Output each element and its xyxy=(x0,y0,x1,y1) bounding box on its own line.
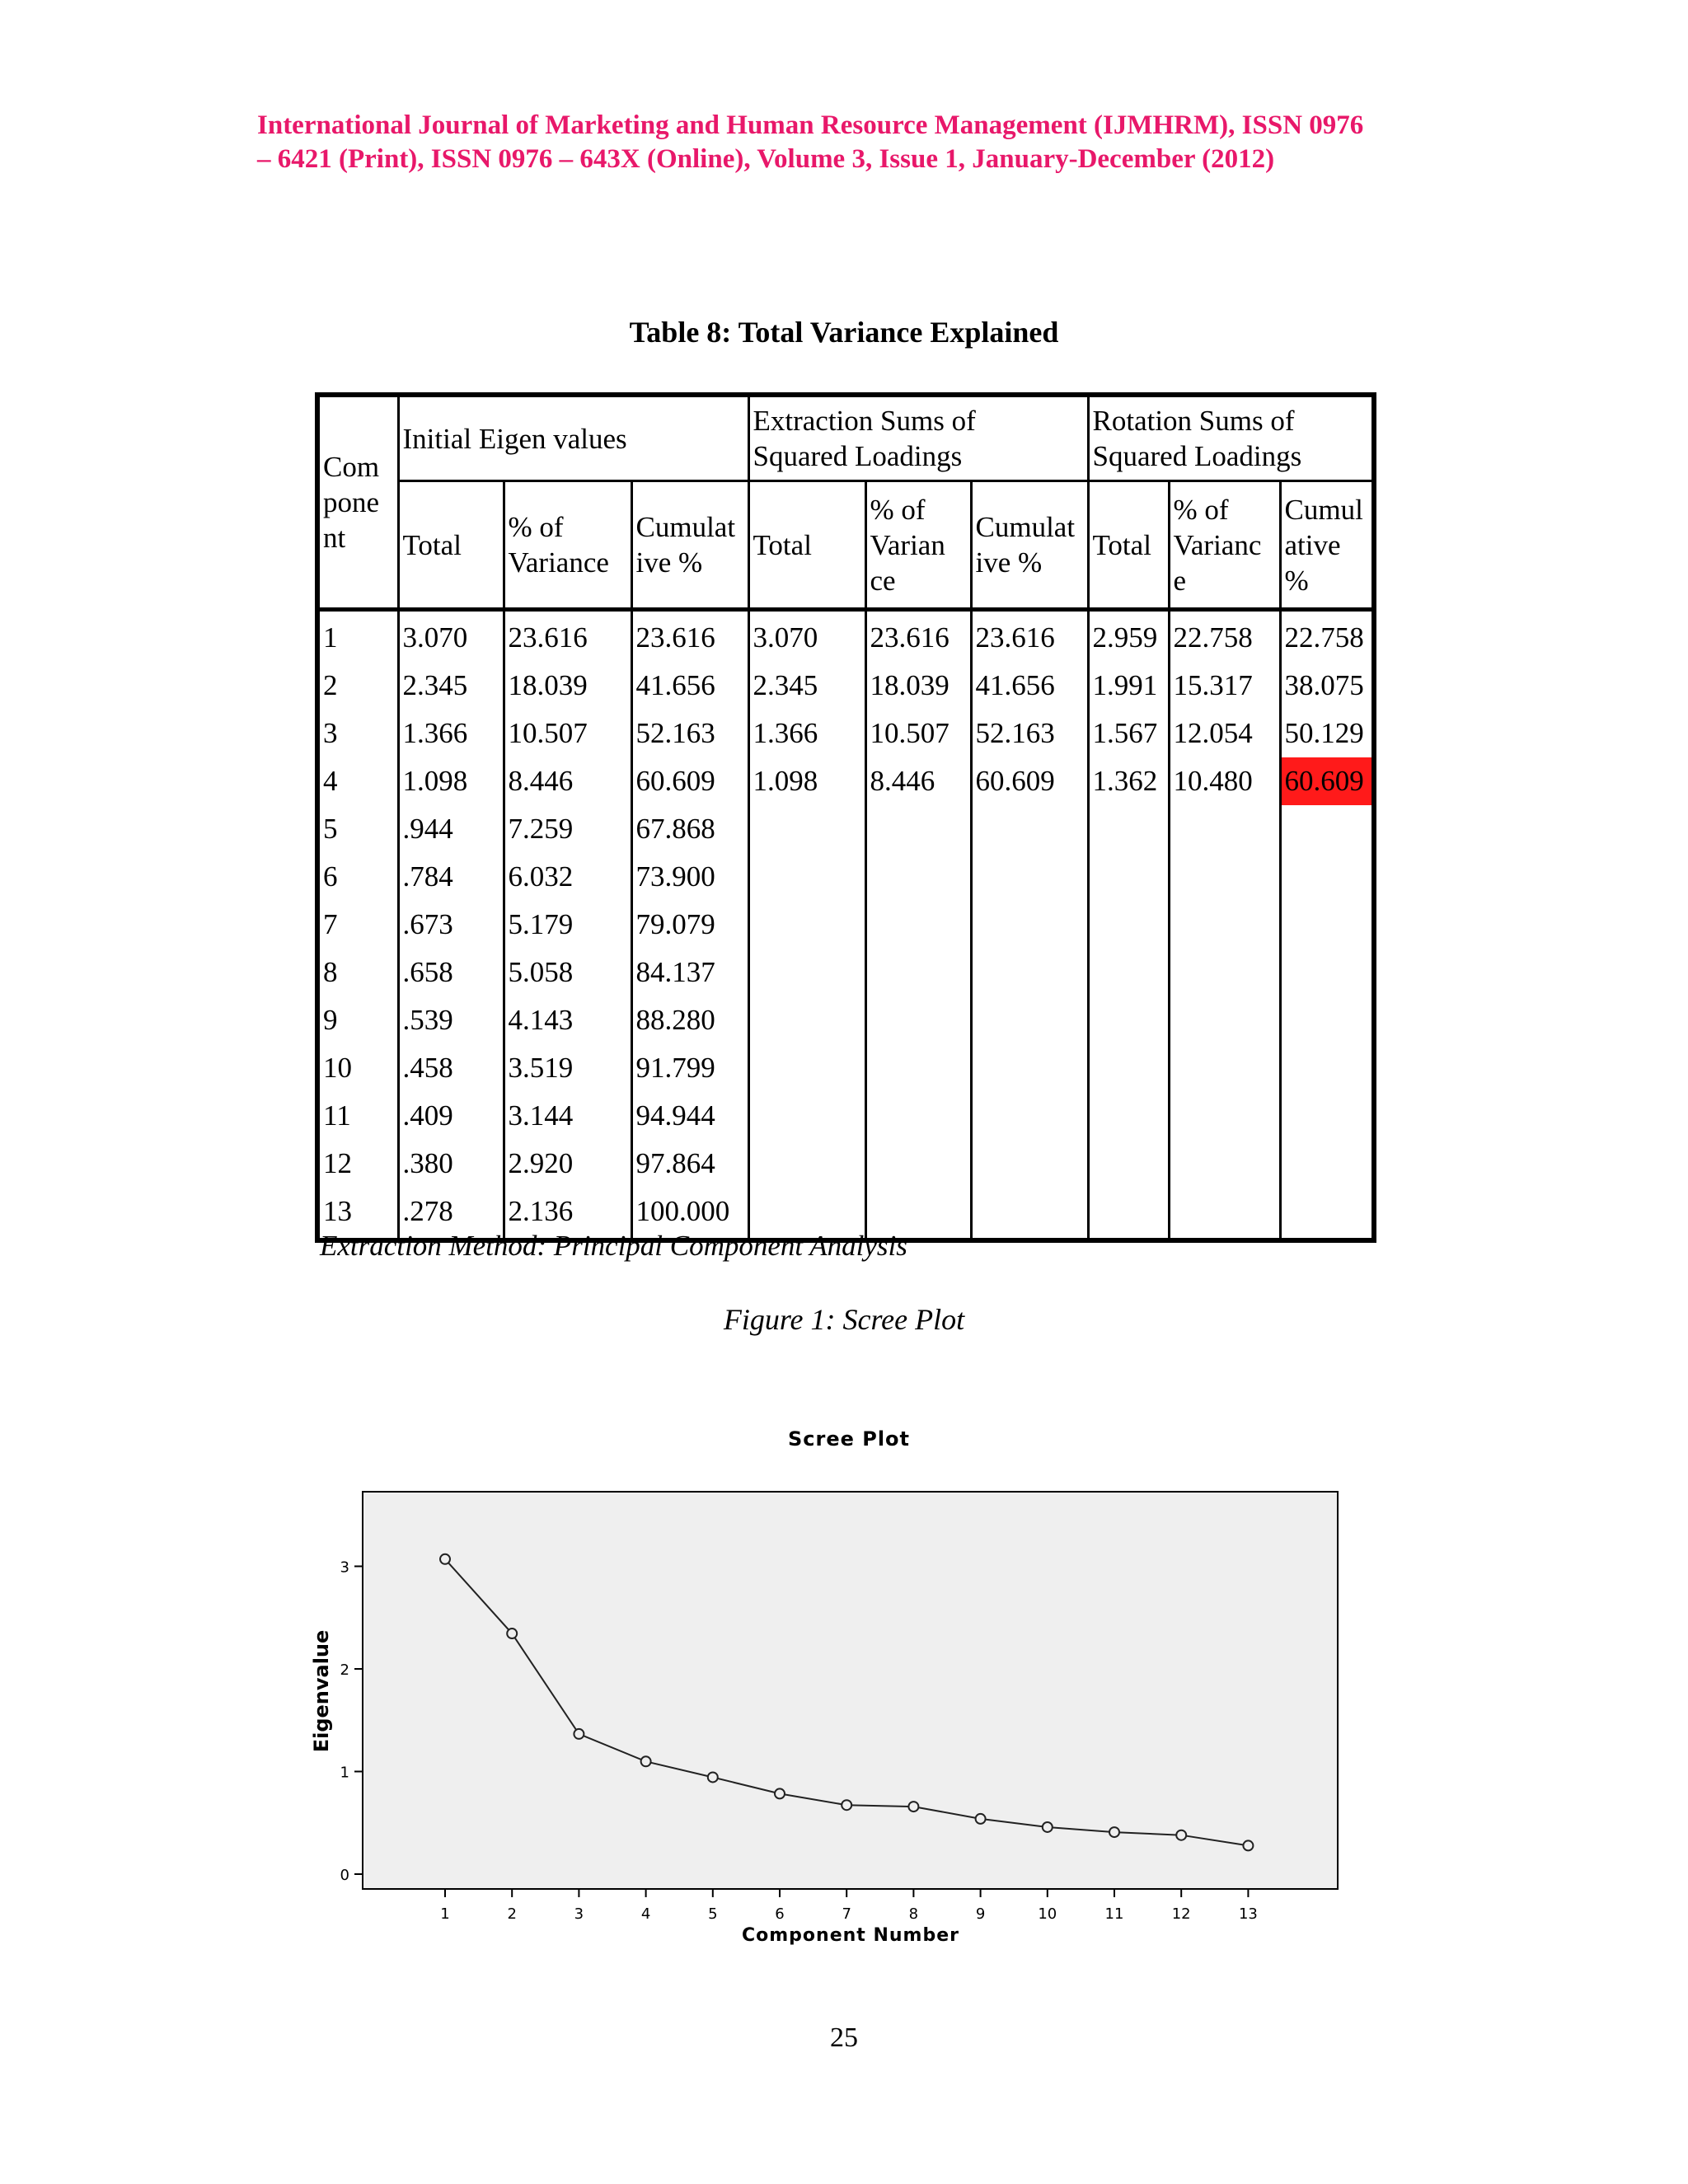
table-cell: .944 xyxy=(398,805,504,853)
table-cell: 52.163 xyxy=(971,710,1088,757)
table-cell xyxy=(1169,996,1280,1044)
table-cell xyxy=(865,1092,971,1140)
table-cell: 10.480 xyxy=(1169,757,1280,805)
table-cell xyxy=(1169,1140,1280,1188)
table-cell xyxy=(1088,1044,1169,1092)
x-tick-label: 8 xyxy=(908,1905,919,1923)
table-cell: .658 xyxy=(398,949,504,996)
data-point xyxy=(775,1788,785,1798)
table-cell: 1.098 xyxy=(398,757,504,805)
table-cell: 6.032 xyxy=(504,853,631,901)
x-tick-label: 4 xyxy=(640,1905,651,1923)
table-row xyxy=(317,1140,1374,1188)
table-cell: 13 xyxy=(317,1188,398,1240)
journal-header xyxy=(257,109,1444,176)
data-point xyxy=(1043,1822,1053,1832)
table-cell: 23.616 xyxy=(504,610,631,663)
y-tick-label: 3 xyxy=(340,1558,349,1577)
x-tick-label: 13 xyxy=(1238,1905,1258,1923)
table-cell: 3 xyxy=(317,710,398,757)
table-cell xyxy=(1169,901,1280,949)
subheader-initial-cumulative: Cumulat ive % xyxy=(631,481,748,610)
table-cell xyxy=(1169,949,1280,996)
subheader-initial-variance: % of Variance xyxy=(504,481,631,610)
subheader-extraction-cumulative: Cumulat ive % xyxy=(971,481,1088,610)
table-cell xyxy=(971,949,1088,996)
table-cell: 4.143 xyxy=(504,996,631,1044)
table-cell: 23.616 xyxy=(631,610,748,663)
table-cell xyxy=(1169,805,1280,853)
table-cell xyxy=(1280,805,1374,853)
table-cell xyxy=(748,1140,865,1188)
x-tick-label: 5 xyxy=(708,1905,718,1923)
table-cell: 1.991 xyxy=(1088,662,1169,710)
table-cell xyxy=(1280,1044,1374,1092)
table-row xyxy=(317,710,1374,757)
data-point xyxy=(440,1554,450,1564)
table-cell xyxy=(865,1140,971,1188)
x-tick-label: 7 xyxy=(842,1905,851,1923)
table-cell: .458 xyxy=(398,1044,504,1092)
table-cell xyxy=(1088,996,1169,1044)
table-row xyxy=(317,757,1374,805)
table-cell xyxy=(971,996,1088,1044)
table-cell xyxy=(1280,949,1374,996)
table-cell: 5 xyxy=(317,805,398,853)
table-cell: 38.075 xyxy=(1280,662,1374,710)
table-cell: 50.129 xyxy=(1280,710,1374,757)
x-tick-label: 3 xyxy=(574,1905,584,1923)
table-cell: 3.070 xyxy=(398,610,504,663)
table-cell xyxy=(1088,901,1169,949)
table-cell: 1.362 xyxy=(1088,757,1169,805)
table-cell xyxy=(971,1188,1088,1240)
table-title: Table 8: Total Variance Explained xyxy=(629,316,1059,349)
table-cell: 5.058 xyxy=(504,949,631,996)
table-cell: 2.345 xyxy=(748,662,865,710)
table-cell xyxy=(865,1044,971,1092)
variance-table xyxy=(315,392,1376,1243)
table-cell: 2.959 xyxy=(1088,610,1169,663)
y-tick-label: 0 xyxy=(340,1867,349,1884)
table-cell: 18.039 xyxy=(865,662,971,710)
table-cell: 2.345 xyxy=(398,662,504,710)
table-cell xyxy=(865,805,971,853)
table-cell xyxy=(1088,805,1169,853)
data-point xyxy=(708,1772,718,1782)
table-cell: 60.609 xyxy=(971,757,1088,805)
table-body xyxy=(317,610,1374,1241)
table-cell: 94.944 xyxy=(631,1092,748,1140)
table-cell xyxy=(971,1092,1088,1140)
table-cell xyxy=(865,853,971,901)
table-cell: 22.758 xyxy=(1280,610,1374,663)
table-cell xyxy=(748,1044,865,1092)
table-cell xyxy=(748,1092,865,1140)
table-cell: 100.000 xyxy=(631,1188,748,1240)
table-cell xyxy=(865,996,971,1044)
x-tick-label: 2 xyxy=(507,1905,517,1923)
plot-area xyxy=(363,1492,1338,1889)
data-point xyxy=(1176,1830,1186,1840)
data-point xyxy=(641,1756,651,1766)
table-cell: 4 xyxy=(317,757,398,805)
data-point xyxy=(842,1800,851,1810)
table-cell: 9 xyxy=(317,996,398,1044)
data-point xyxy=(1109,1827,1119,1837)
table-cell: 79.079 xyxy=(631,901,748,949)
table-cell: .539 xyxy=(398,996,504,1044)
page-number: 25 xyxy=(830,2022,858,2053)
group-header-rotation: Rotation Sums of Squared Loadings xyxy=(1088,395,1374,481)
table-cell: 91.799 xyxy=(631,1044,748,1092)
header-line-1: International Journal of Marketing and Human Resource Management (IJMHRM), ISSN 0976 xyxy=(257,110,1364,140)
table-cell: 5.179 xyxy=(504,901,631,949)
table-cell xyxy=(971,853,1088,901)
table-cell xyxy=(1088,1140,1169,1188)
data-point xyxy=(976,1814,986,1824)
table-cell: 3.144 xyxy=(504,1092,631,1140)
table-cell xyxy=(1280,1188,1374,1240)
table-row xyxy=(317,1044,1374,1092)
table-cell: 67.868 xyxy=(631,805,748,853)
table-row xyxy=(317,853,1374,901)
table-cell xyxy=(1280,853,1374,901)
table-cell: 3.070 xyxy=(748,610,865,663)
scree-plot-chart xyxy=(280,1418,1401,1945)
table-cell: 2 xyxy=(317,662,398,710)
table-cell: 1.098 xyxy=(748,757,865,805)
table-row xyxy=(317,805,1374,853)
table-cell: 41.656 xyxy=(971,662,1088,710)
table-cell: 7 xyxy=(317,901,398,949)
x-tick-label: 10 xyxy=(1038,1905,1057,1923)
group-header-extraction: Extraction Sums of Squared Loadings xyxy=(748,395,1088,481)
table-cell xyxy=(748,901,865,949)
table-cell xyxy=(1280,901,1374,949)
table-cell: 52.163 xyxy=(631,710,748,757)
x-tick-label: 9 xyxy=(975,1905,986,1923)
table-cell: 2.136 xyxy=(504,1188,631,1240)
x-axis-label: Component Number xyxy=(742,1925,959,1945)
table-cell: 84.137 xyxy=(631,949,748,996)
table-cell: 1.366 xyxy=(398,710,504,757)
table-cell: 18.039 xyxy=(504,662,631,710)
table-row xyxy=(317,662,1374,710)
subheader-extraction-variance: % of Varian ce xyxy=(865,481,971,610)
table-cell: .784 xyxy=(398,853,504,901)
table-cell xyxy=(1169,1092,1280,1140)
table-cell xyxy=(748,996,865,1044)
table-cell: .673 xyxy=(398,901,504,949)
table-row xyxy=(317,1092,1374,1140)
col-header-component: Com pone nt xyxy=(317,395,398,610)
table-cell: 10 xyxy=(317,1044,398,1092)
y-tick-label: 1 xyxy=(340,1764,349,1782)
table-cell xyxy=(748,805,865,853)
table-cell: 60.609 xyxy=(631,757,748,805)
table-row xyxy=(317,949,1374,996)
y-tick-label: 2 xyxy=(340,1661,349,1679)
table-cell: 23.616 xyxy=(865,610,971,663)
table-cell: .278 xyxy=(398,1188,504,1240)
table-cell xyxy=(1280,1092,1374,1140)
table-cell xyxy=(1169,1044,1280,1092)
table-cell xyxy=(1169,853,1280,901)
data-point xyxy=(507,1629,517,1638)
table-cell xyxy=(865,901,971,949)
table-cell: 41.656 xyxy=(631,662,748,710)
table-caption: Extraction Method: Principal Component Analysis xyxy=(320,1230,907,1262)
table-cell xyxy=(1169,1188,1280,1240)
table-cell: 1.567 xyxy=(1088,710,1169,757)
table-cell xyxy=(748,853,865,901)
table-cell xyxy=(1088,853,1169,901)
x-tick-label: 11 xyxy=(1104,1905,1124,1923)
table-cell: 2.920 xyxy=(504,1140,631,1188)
table-cell: 12 xyxy=(317,1140,398,1188)
subheader-extraction-total: Total xyxy=(748,481,865,610)
group-header-initial: Initial Eigen values xyxy=(398,395,748,481)
table-cell xyxy=(748,949,865,996)
table-cell xyxy=(1280,996,1374,1044)
table-cell xyxy=(971,1140,1088,1188)
x-tick-label: 12 xyxy=(1171,1905,1191,1923)
table-cell: 23.616 xyxy=(971,610,1088,663)
table-cell xyxy=(1088,1092,1169,1140)
table-cell: 73.900 xyxy=(631,853,748,901)
table-cell: 88.280 xyxy=(631,996,748,1044)
table-cell xyxy=(971,1044,1088,1092)
subheader-rotation-cumulative: Cumul ative % xyxy=(1280,481,1374,610)
table-cell xyxy=(1088,1188,1169,1240)
table-cell xyxy=(1280,1140,1374,1188)
table-row xyxy=(317,610,1374,663)
table-cell: .380 xyxy=(398,1140,504,1188)
x-tick-label: 1 xyxy=(440,1905,450,1923)
subheader-rotation-variance: % of Varianc e xyxy=(1169,481,1280,610)
table-cell xyxy=(971,805,1088,853)
table-cell: 1.366 xyxy=(748,710,865,757)
header-line-2: – 6421 (Print), ISSN 0976 – 643X (Online), Volume 3, Issue 1, January-December (2012) xyxy=(257,144,1275,174)
figure-title: Figure 1: Scree Plot xyxy=(723,1303,965,1336)
data-point xyxy=(908,1802,918,1811)
subheader-initial-total: Total xyxy=(398,481,504,610)
table-cell: 22.758 xyxy=(1169,610,1280,663)
table-cell: 10.507 xyxy=(504,710,631,757)
table-cell: 1 xyxy=(317,610,398,663)
table-cell: 12.054 xyxy=(1169,710,1280,757)
y-axis-label: Eigenvalue xyxy=(310,1629,333,1753)
table-cell xyxy=(971,901,1088,949)
table-cell: 60.609 xyxy=(1280,757,1374,805)
table-cell xyxy=(1088,949,1169,996)
table-cell: 8.446 xyxy=(865,757,971,805)
table-cell: .409 xyxy=(398,1092,504,1140)
x-tick-label: 6 xyxy=(775,1905,785,1923)
table-cell: 6 xyxy=(317,853,398,901)
table-cell xyxy=(865,949,971,996)
table-cell: 15.317 xyxy=(1169,662,1280,710)
table-cell: 8 xyxy=(317,949,398,996)
table-row xyxy=(317,901,1374,949)
table-cell: 10.507 xyxy=(865,710,971,757)
table-cell: 8.446 xyxy=(504,757,631,805)
data-point xyxy=(1243,1840,1253,1850)
subheader-rotation-total: Total xyxy=(1088,481,1169,610)
chart-title: Scree Plot xyxy=(787,1427,911,1451)
table-cell: 7.259 xyxy=(504,805,631,853)
table-cell: 97.864 xyxy=(631,1140,748,1188)
table-row xyxy=(317,996,1374,1044)
table-cell: 11 xyxy=(317,1092,398,1140)
table-cell: 3.519 xyxy=(504,1044,631,1092)
data-point xyxy=(574,1729,584,1739)
